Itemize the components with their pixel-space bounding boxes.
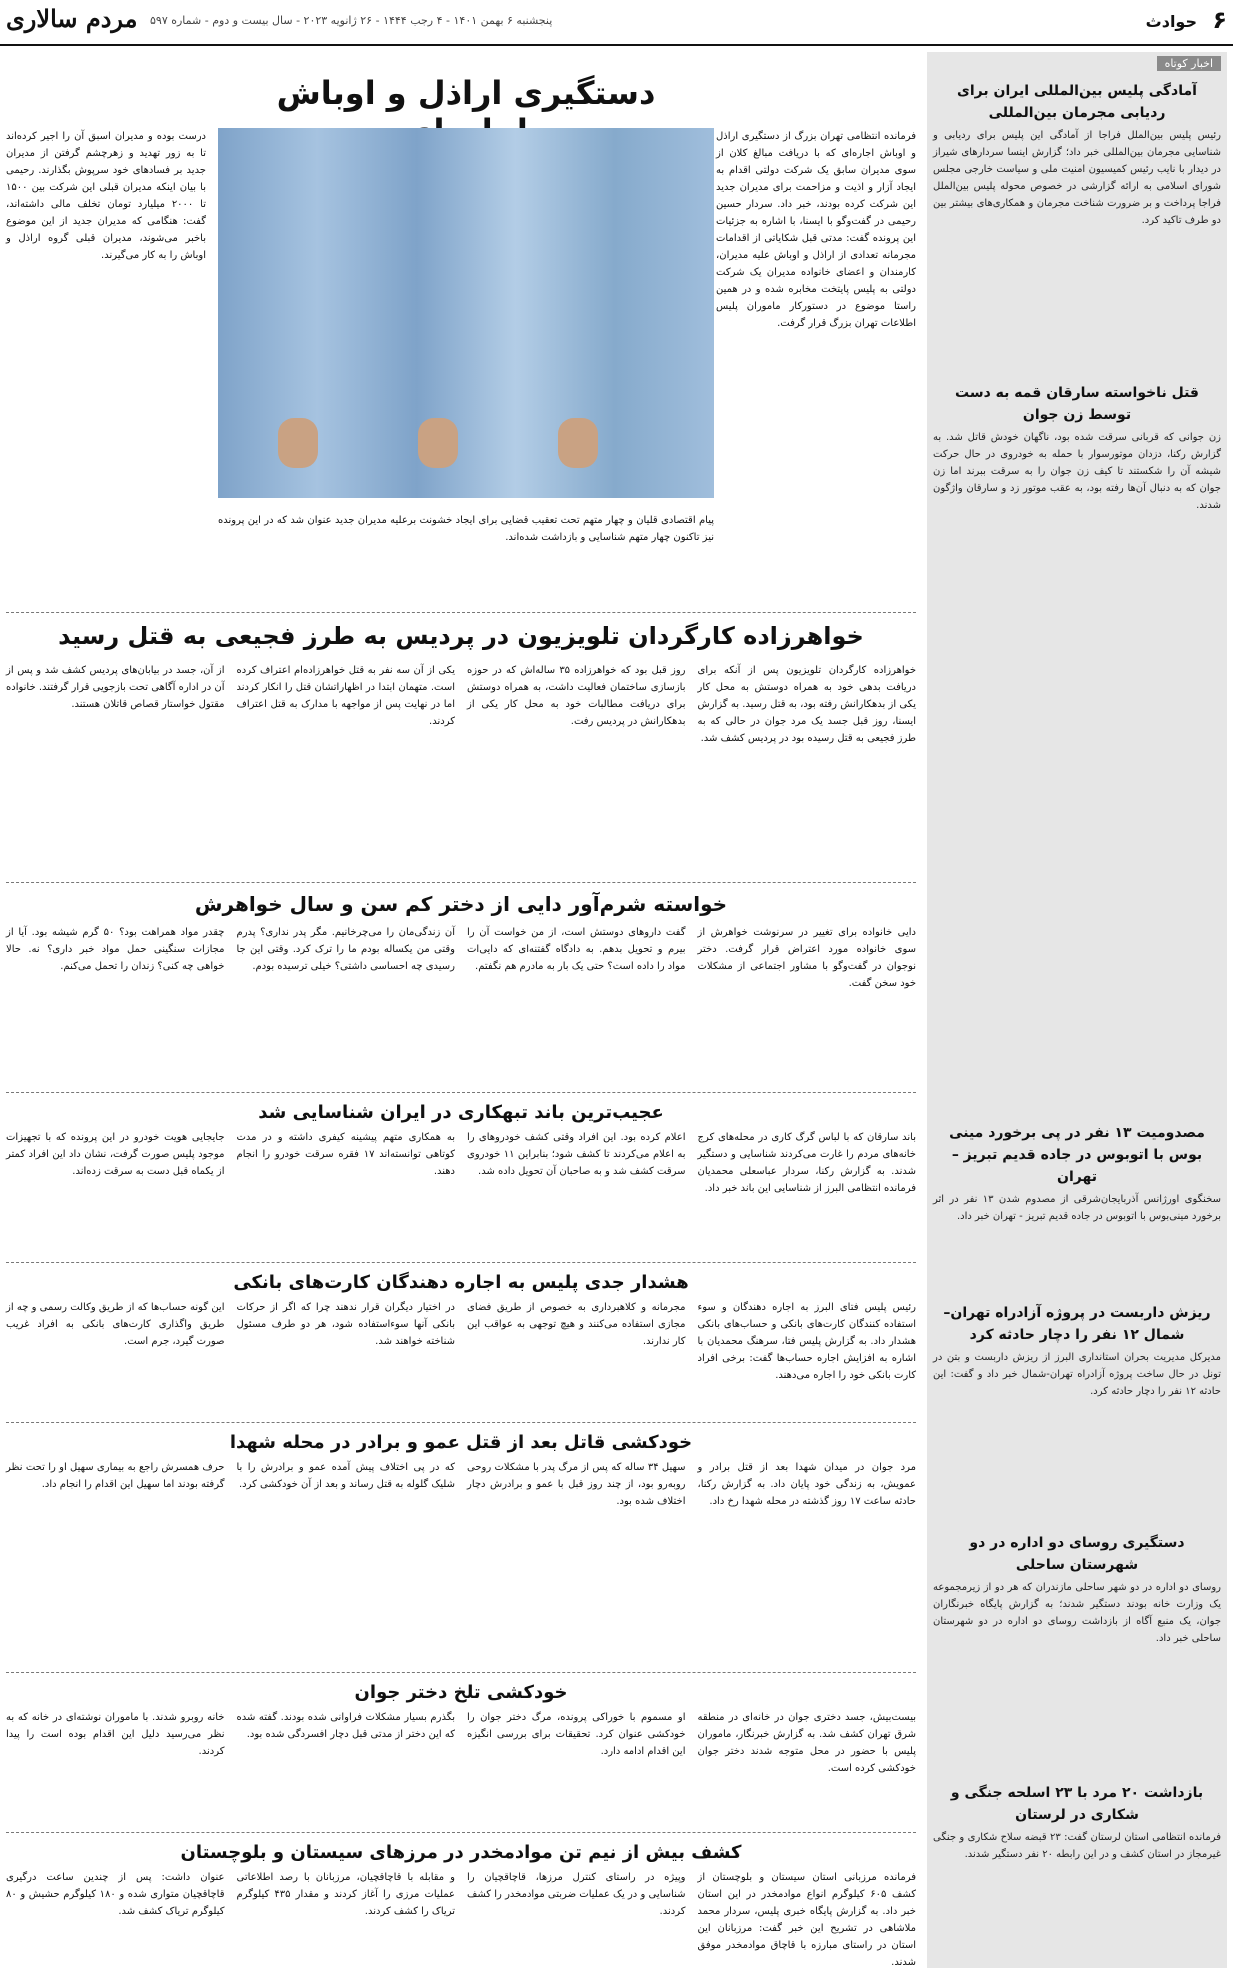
main-column bbox=[6, 52, 916, 1968]
side-news-title: مصدومیت ۱۳ نفر در پی برخورد مینی بوس با اتوبوس در جاده قدیم تبریز – تهران bbox=[949, 1125, 1205, 1185]
side-news-body: سخنگوی اورژانس آذربایجان‌شرقی از مصدوم شدن ۱۳ نفر در اثر برخورد مینی‌بوس با اتوبوس در جاده قدیم تبریز - تهران خبر داد. bbox=[933, 1194, 1221, 1222]
side-news-title: قتل ناخواسته سارقان قمه به دست توسط زن جوان bbox=[955, 385, 1199, 423]
article-text: که در پی اختلاف پیش آمده عمو و برادرش را با شلیک گلوله به قتل رساند و بعد از آن خودکشی کرد. bbox=[236, 1462, 455, 1490]
article-2 bbox=[6, 622, 916, 883]
article-title: کشف بیش از نیم تن موادمخدر در مرزهای سیستان و بلوچستان bbox=[180, 1842, 742, 1863]
article-text: جایجایی هویت خودرو در این پرونده که با تجهیزات موجود پلیس صورت گرفت، نشان داد این افراد کمتر از یکماه قبل دست به سرقت زده‌اند. bbox=[6, 1132, 225, 1177]
article-columns bbox=[6, 1129, 916, 1197]
article-text: در اختیار دیگران قرار ندهند چرا که اگر از حرکات بانکی آنها سوءاستفاده شود، هر دو طرف مسئول شناخته خواهند شد. bbox=[236, 1302, 455, 1347]
article-3 bbox=[6, 892, 916, 1093]
headline: دستگیری اراذل و اوباش bbox=[276, 74, 656, 112]
article-text: باند سارقان که با لباس گرگ کاری در محله‌های کرج خانه‌های مردم را غارت می‌کردند شناسایی و دستگیر شدند. به گزارش رکنا، سردار عباسعلی محمدیان فرمانده انتظامی البرز از شناسایی این باند خبر داد. bbox=[697, 1132, 916, 1194]
article-columns bbox=[6, 1459, 916, 1510]
article-text: و مقابله با قاچاقچیان، مرزبانان با رصد اطلاعاتی عملیات مرزی را آغاز کردند و مقدار ۴۳۵ کیلوگرم تریاک را کشف کردند. bbox=[236, 1872, 455, 1917]
masthead bbox=[0, 0, 1233, 46]
newspaper-logo: مردم سالاری bbox=[6, 4, 138, 33]
article-title: خواهرزاده کارگردان تلویزیون در پردیس به طرز فجیعی به قتل رسید bbox=[58, 622, 864, 650]
article-text: گفت داروهای دوستش است، از من خواست آن را بیرم و تحویل بدهم. به دادگاه گفتنه‌ای که دایی‌ات مواد را داده است؟ حتی یک بار به مادرم هم نگفتم. bbox=[467, 927, 686, 972]
article-text: فرمانده انتظامی تهران بزرگ از دستگیری اراذل و اوباش اجاره‌ای که با دریافت مبالغ کلان از سوی مدیران سابق یک شرکت دولتی اقدام به ایجاد آزار و اذیت و مزاحمت برای مدیران جدید این شرکت کرده بودند، خبر داد. سردار حسین رحیمی در گفت‌وگو با ایسنا، با اشاره به جزئیات این پرونده گفت: مدتی قبل شکایاتی از اقدامات مجرمانه تعدادی از اراذل و اوباش علیه مدیران، کارمندان و اعضای خانواده مدیران یک شرکت دولتی به پلیس پایتخت مخابره شده و در همین راستا موضوع در دستورکار ماموران پلیس اطلاعات تهران بزرگ قرار گرفت. bbox=[716, 131, 916, 329]
side-news-6 bbox=[933, 1782, 1221, 1863]
article-text: درست بوده و مدیران اسبق آن را اجیر کرده‌اند تا به زور تهدید و زهرچشم گرفتن از مدیران جدید بر فسادهای خود سرپوش بگذارند. رحیمی با بیان اینکه مدیران قبلی این شرکت بین ۱۵۰۰ تا ۲۰۰۰ میلیارد تومان تخلف مالی داشته‌اند، گفت: هنگامی که مدیران جدید از این موضوع باخبر می‌شوند، مدیران قبلی گروه اراذل و اوباش را به کار می‌گیرند. bbox=[6, 131, 206, 261]
article-text: خانه روبرو شدند. با ماموران نوشته‌ای در خانه که به نظر می‌رسید دلیل این اقدام بوده است را پیدا کردند. bbox=[6, 1712, 225, 1757]
article-text: مجرمانه و کلاهبرداری به خصوص از طریق فضای مجازی استفاده می‌کنند و هیچ توجهی به عواقب این کار ندارند. bbox=[467, 1302, 686, 1347]
article-text: فرمانده مرزبانی استان سیستان و بلوچستان از کشف ۶۰۵ کیلوگرم انواع موادمخدر در این استان خبر داد. به گزارش پایگاه خبری پلیس، سردار محمد ملاشاهی در تشریح این خبر گفت: مرزبانان این استان در راستای مبارزه با قاچاق موادمخدر موفق شدند. bbox=[697, 1872, 916, 1968]
article-text: رئیس پلیس فتای البرز به اجاره دهندگان و سوء استفاده کنندگان کارت‌های بانکی و حساب‌های بانکی هشدار داد. به گزارش پلیس فتا، سرهنگ محمدیان با اشاره به افزایش اجاره حساب‌ها گفت: برخی افراد کارت بانکی خود را اجاره می‌دهند. bbox=[697, 1302, 916, 1381]
article-text: مرد جوان در میدان شهدا بعد از قتل برادر و عمویش، به زندگی خود پایان داد. به گزارش رکنا، حادثه ساعت ۱۷ روز گذشته در محله شهدا رخ داد. bbox=[697, 1462, 916, 1507]
side-news-body: مدیرکل مدیریت بحران استانداری البرز از ریزش داربست و بتن در تونل در حال ساخت پروژه آزادراه تهران-شمال خبر داد و گفت: این حادثه ۱۲ نفر را دچار حادثه کرد. bbox=[933, 1352, 1221, 1397]
article-text: چقدر مواد همراهت بود؟ ۵۰ گرم شیشه بود. آیا از مجازات سنگینی حمل مواد خبر داری؟ نه. حالا خواهی چه کنی؟ زندان را تحمل می‌کنم. bbox=[6, 927, 225, 972]
article-4 bbox=[6, 1102, 916, 1263]
article-title: هشدار جدی پلیس به اجاره دهندگان کارت‌های بانکی bbox=[233, 1272, 689, 1293]
article-columns bbox=[6, 924, 916, 992]
article-text: بگذرم بسیار مشکلات فراوانی شده بودند. گفته شده که این دختر از مدتی قبل دچار افسردگی شده بود. bbox=[236, 1712, 455, 1740]
article-text: بیست‌بیش، جسد دختری جوان در خانه‌ای در منطقه شرق تهران کشف شد. به گزارش خبرنگار، ماموران پلیس با حضور در محل متوجه شدند دختر جوان خودکشی کرده است. bbox=[697, 1712, 916, 1774]
article-columns bbox=[6, 1299, 916, 1384]
sidebar-label: اخبار کوتاه bbox=[1157, 56, 1221, 71]
article-columns bbox=[6, 1869, 916, 1971]
article-text: اعلام کرده بود. این افراد وقتی کشف خودروهای را به اعلام می‌کردند تا کشف شود؛ بنابراین ۱۱ خودروی سرقت کشف شد و به صاحبان آن تحویل داده شد. bbox=[467, 1132, 686, 1177]
hand-shape bbox=[418, 418, 458, 468]
article-text: خواهرزاده کارگردان تلویزیون پس از آنکه برای دریافت بدهی خود به همراه دوستش به محل کار یکی از بدهکارانش رفته بود، به قتل رسید. به گزارش ایسنا، روز قبل جسد یک مرد جوان در حالی که به طرز فجیعی به قتل رسیده بود در پردیس کشف شد. bbox=[697, 665, 916, 744]
article-text: یکی از آن سه نفر به قتل خواهرزاده‌ام اعتراف کرده است. متهمان ابتدا در اظهاراتشان قتل را انکار کردند اما در نهایت پس از مواجهه با مدارک به قتل اعتراف کردند. bbox=[236, 665, 455, 727]
arrest-photo bbox=[218, 128, 714, 498]
article-text: روز قبل بود که خواهرزاده ۳۵ ساله‌اش که در حوزه بازسازی ساختمان فعالیت داشت، به همراه دوستش برای دریافت مطالبات خود به محل کار یکی از بدهکارانش در پردیس رفت. bbox=[467, 665, 686, 727]
side-news-title: آمادگی پلیس بین‌المللی ایران برای ردیابی مجرمان بین‌المللی bbox=[957, 83, 1197, 121]
article-title: خودکشی قاتل بعد از قتل عمو و برادر در محله شهدا bbox=[229, 1432, 693, 1453]
article-text: پیام اقتصادی قلیان و چهار متهم تحت تعقیب قضایی برای ایجاد خشونت برعلیه مدیران جدید عنوان شد که در این پرونده نیز تاکنون چهار متهم شناسایی و بازداشت شده‌اند. bbox=[218, 515, 714, 543]
hand-shape bbox=[278, 418, 318, 468]
article-7 bbox=[6, 1682, 916, 1833]
section-name: حوادث bbox=[1145, 12, 1197, 31]
article-text: سهیل ۳۴ ساله که پس از مرگ پدر با مشکلات روحی روبه‌رو بود، از چند روز قبل با عمو و برادرش دچار اختلاف شده بود. bbox=[467, 1462, 686, 1507]
side-news-2 bbox=[933, 382, 1221, 514]
side-news-1 bbox=[933, 80, 1221, 229]
article-columns bbox=[6, 1709, 916, 1777]
side-news-body: روسای دو اداره در دو شهر ساحلی مازندران که هر دو از زیرمجموعه یک وزارت خانه بودند دستگیر شدند؛ به گزارش پایگاه خبرنگاران جوان، یک منبع آگاه از بازداشت روسای دو اداره در دو شهرستان ساحلی خبر داد. bbox=[933, 1582, 1221, 1644]
article-text: او مسموم با خوراکی پرونده، مرگ دختر جوان را خودکشی عنوان کرد. تحقیقات برای بررسی انگیزه این اقدام ادامه دارد. bbox=[467, 1712, 686, 1757]
side-news-4 bbox=[933, 1302, 1221, 1400]
article-text: از آن، جسد در بیابان‌های پردیس کشف شد و پس از آن در اداره آگاهی تحت بازجویی قرار گرفتند. خانواده مقتول خواستار قصاص قاتلان هستند. bbox=[6, 665, 225, 710]
side-news-title: دستگیری روسای دو اداره در دو شهرستان ساحلی bbox=[969, 1535, 1185, 1573]
article-6 bbox=[6, 1432, 916, 1673]
article-text: عنوان داشت: پس از چندین ساعت درگیری قاچاقچیان متواری شده و ۱۸۰ کیلوگرم حشیش و ۸۰ کیلوگرم تریاک کشف شد. bbox=[6, 1872, 225, 1917]
article-text: حرف همسرش راجع به بیماری سهیل او را تحت نظر گرفته بودند اما سهیل این اقدام را انجام داد. bbox=[6, 1462, 225, 1490]
side-news-title: ریزش داربست در پروژه آزادراه تهران–شمال ۱۲ نفر را دچار حادثه کرد bbox=[943, 1305, 1211, 1343]
article-columns bbox=[6, 662, 916, 747]
side-news-3 bbox=[933, 1122, 1221, 1225]
article-5 bbox=[6, 1272, 916, 1423]
side-news-body: رئیس پلیس بین‌الملل فراجا از آمادگی این پلیس برای ردیابی و شناسایی مجرمان بین‌المللی خبر داد؛ گزارش اینسا سردارهای شیراز در دیدار با نایب رئیس کمیسیون امنیت ملی و سیاست خارجی مجلس شورای اسلامی به ارائه گزارشی در خصوص محوله پلیس بین‌الملل فراجا پرداخت و بر ضرورت شناخت مجرمان و همکاری‌های بیشتر بین دو طرف تاکید کرد. bbox=[933, 130, 1221, 226]
hand-shape bbox=[558, 418, 598, 468]
article-8 bbox=[6, 1842, 916, 1968]
article-text: وپیژه در راستای کنترل مرزها، قاچاقچیان را شناسایی و در یک عملیات ضربتی موادمخدر را کشف کردند. bbox=[467, 1872, 686, 1917]
article-title: خواسته شرم‌آور دایی از دختر کم سن و سال خواهرش bbox=[194, 892, 728, 916]
article-text: این گونه حساب‌ها که از طریق وکالت رسمی و چه از طریق واگذاری کارت‌های بانکی به افراد غریب صورت گیرد، جرم است. bbox=[6, 1302, 225, 1347]
article-text: به همکاری متهم پیشینه کیفری داشته و در مدت کوتاهی توانسته‌اند ۱۷ فقره سرقت خودرو را انجام دهند. bbox=[236, 1132, 455, 1177]
side-news-body: زن جوانی که قربانی سرقت شده بود، ناگهان خودش قاتل شد. به گزارش رکنا، دزدان موتورسوار با حمله به خودروی در حال حرکت شیشه آن را شکستند تا کیف زن جوان را به سرقت ببرند اما زن جوان که به دنبال آن‌ها رفته بود، به عقب موتور زد و سارقان واژگون شدند. bbox=[933, 432, 1221, 511]
article-title: عجیب‌ترین باند تبهکاری در ایران شناسایی شد bbox=[258, 1102, 664, 1123]
lead-story bbox=[6, 52, 916, 613]
article-title: خودکشی تلخ دختر جوان bbox=[354, 1682, 568, 1703]
article-text: دایی خانواده برای تغییر در سرنوشت خواهرش از سوی خانواده مورد اعتراض قرار گرفت. دختر نوجوان در گفت‌وگو با مشاور اجتماعی از مشکلات خود سخن گفت. bbox=[697, 927, 916, 989]
side-news-body: فرمانده انتظامی استان لرستان گفت: ۲۳ قبضه سلاح شکاری و جنگی غیرمجاز در استان کشف و در این رابطه ۲۰ نفر دستگیر شدند. bbox=[933, 1832, 1222, 1860]
article-text: آن زندگی‌مان را می‌چرخانیم. مگر پدر نداری؟ پدرم وقتی من یکساله بودم ما را ترک کرد. وقتی این جا رسیدی چه احساسی داشتی؟ خیلی ترسیده بودم. bbox=[236, 927, 455, 972]
dateline: پنجشنبه ۶ بهمن ۱۴۰۱ - ۴ رجب ۱۴۴۴ - ۲۶ ژانویه ۲۰۲۳ - سال بیست و دوم - شماره ۵۹۷ bbox=[150, 14, 553, 27]
page-number: ۶ bbox=[1212, 6, 1227, 34]
side-news-5 bbox=[933, 1532, 1221, 1647]
side-news-title: بازداشت ۲۰ مرد با ۲۳ اسلحه جنگی و شکاری در لرستان bbox=[950, 1785, 1204, 1823]
sidebar-short-news bbox=[927, 52, 1227, 1968]
